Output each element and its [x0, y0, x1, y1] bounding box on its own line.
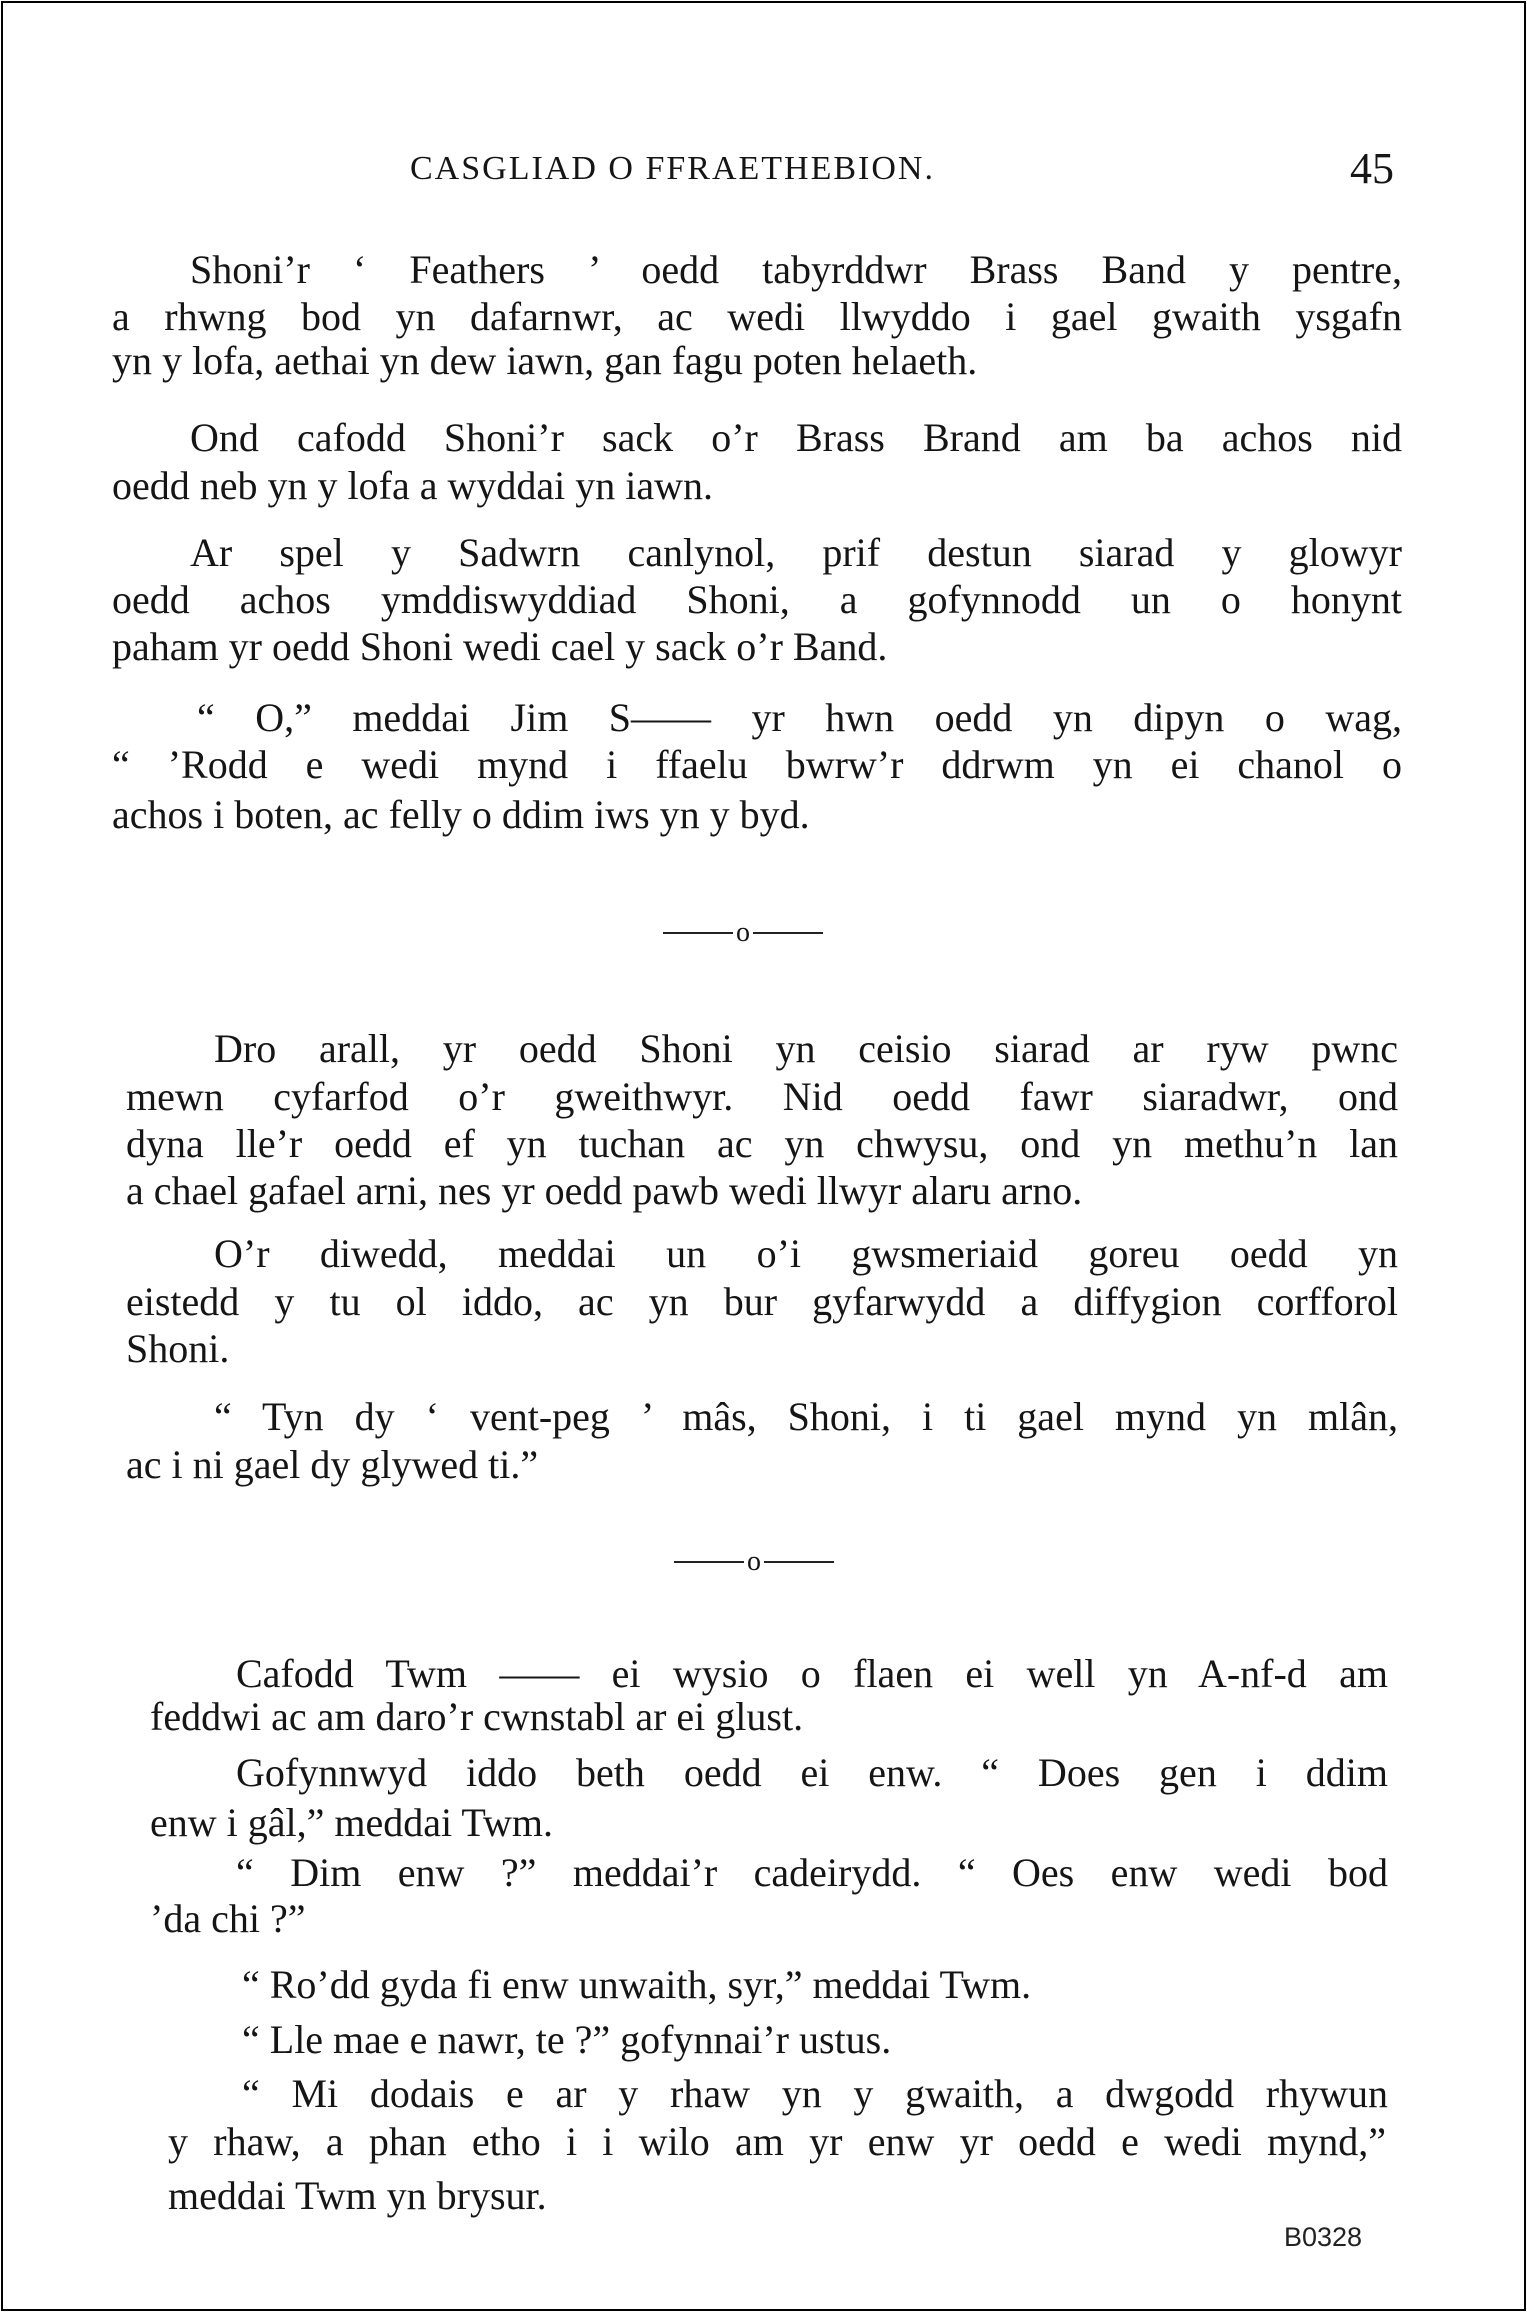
paragraph-line: ’da chi ?” — [150, 1896, 306, 1941]
paragraph-line: Shoni’r ‘ Feathers ’ oedd tabyrddwr Brass Band y pentre, — [190, 247, 1402, 292]
paragraph-line: dyna lle’r oedd ef yn tuchan ac yn chwysu, ond yn methu’n lan — [126, 1121, 1398, 1166]
paragraph-line: “ Dim enw ?” meddai’r cadeirydd. “ Oes enw wedi bod — [236, 1850, 1388, 1895]
paragraph-line: Ond cafodd Shoni’r sack o’r Brass Brand am ba achos nid — [190, 415, 1402, 460]
paragraph-line: O’r diwedd, meddai un o’i gwsmeriaid goreu oedd yn — [214, 1231, 1398, 1276]
paragraph-line: mewn cyfarfod o’r gweithwyr. Nid oedd fawr siaradwr, ond — [126, 1074, 1398, 1119]
paragraph-line: Shoni. — [126, 1326, 230, 1371]
paragraph-line: meddai Twm yn brysur. — [168, 2173, 547, 2218]
paragraph-line: y rhaw, a phan etho i i wilo am yr enw yr oedd e wedi mynd,” — [168, 2119, 1386, 2164]
section-separator — [674, 1547, 834, 1577]
paragraph-line: “ Tyn dy ‘ vent-peg ’ mâs, Shoni, i ti gael mynd yn mlân, — [214, 1394, 1398, 1439]
paragraph-line: Ar spel y Sadwrn canlynol, prif destun siarad y glowyr — [190, 530, 1402, 575]
paragraph-line: “ Mi dodais e ar y rhaw yn y gwaith, a dwgodd rhywun — [242, 2071, 1388, 2116]
paragraph-line: paham yr oedd Shoni wedi cael y sack o’r Band. — [112, 624, 888, 669]
separator-rule — [764, 1561, 834, 1563]
paragraph-line: oedd neb yn y lofa a wyddai yn iawn. — [112, 463, 713, 508]
paragraph-line: oedd achos ymddiswyddiad Shoni, a gofynnodd un o honynt — [112, 577, 1402, 622]
separator-ornament: o — [736, 917, 750, 948]
paragraph-line: “ Ro’dd gyda fi enw unwaith, syr,” meddai Twm. — [242, 1962, 1032, 2007]
paragraph-line: Dro arall, yr oedd Shoni yn ceisio siarad ar ryw pwnc — [214, 1026, 1398, 1071]
paragraph-line: achos i boten, ac felly o ddim iws yn y byd. — [112, 792, 810, 837]
separator-rule — [753, 932, 823, 934]
page-number: 45 — [1350, 144, 1394, 193]
paragraph-line: a rhwng bod yn dafarnwr, ac wedi llwyddo i gael gwaith ysgafn — [112, 294, 1402, 339]
separator-rule — [674, 1561, 744, 1563]
paragraph-line: a chael gafael arni, nes yr oedd pawb wedi llwyr alaru arno. — [126, 1168, 1083, 1213]
paragraph-line: ac i ni gael dy glywed ti.” — [126, 1442, 539, 1487]
paragraph-line: yn y lofa, aethai yn dew iawn, gan fagu poten helaeth. — [112, 338, 978, 383]
running-header: CASGLIAD O FFRAETHEBION. — [410, 150, 935, 187]
paragraph-line: “ O,” meddai Jim S—— yr hwn oedd yn dipyn o wag, — [197, 695, 1402, 740]
paragraph-line: enw i gâl,” meddai Twm. — [150, 1800, 554, 1845]
separator-rule — [663, 932, 733, 934]
paragraph-line: “ ’Rodd e wedi mynd i ffaelu bwrw’r ddrwm yn ei chanol o — [112, 742, 1402, 787]
separator-ornament: o — [747, 1546, 761, 1577]
paragraph-line: feddwi ac am daro’r cwnstabl ar ei glust. — [150, 1694, 804, 1739]
paragraph-line: “ Lle mae e nawr, te ?” gofynnai’r ustus. — [242, 2017, 892, 2062]
paragraph-line: Gofynnwyd iddo beth oedd ei enw. “ Does gen i ddim — [236, 1750, 1388, 1795]
paragraph-line: eistedd y tu ol iddo, ac yn bur gyfarwydd a diffygion corfforol — [126, 1279, 1398, 1324]
paragraph-line: Cafodd Twm —— ei wysio o flaen ei well yn A-nf-d am — [236, 1651, 1388, 1696]
document-code: B0328 — [1284, 2222, 1363, 2252]
section-separator — [663, 918, 823, 948]
